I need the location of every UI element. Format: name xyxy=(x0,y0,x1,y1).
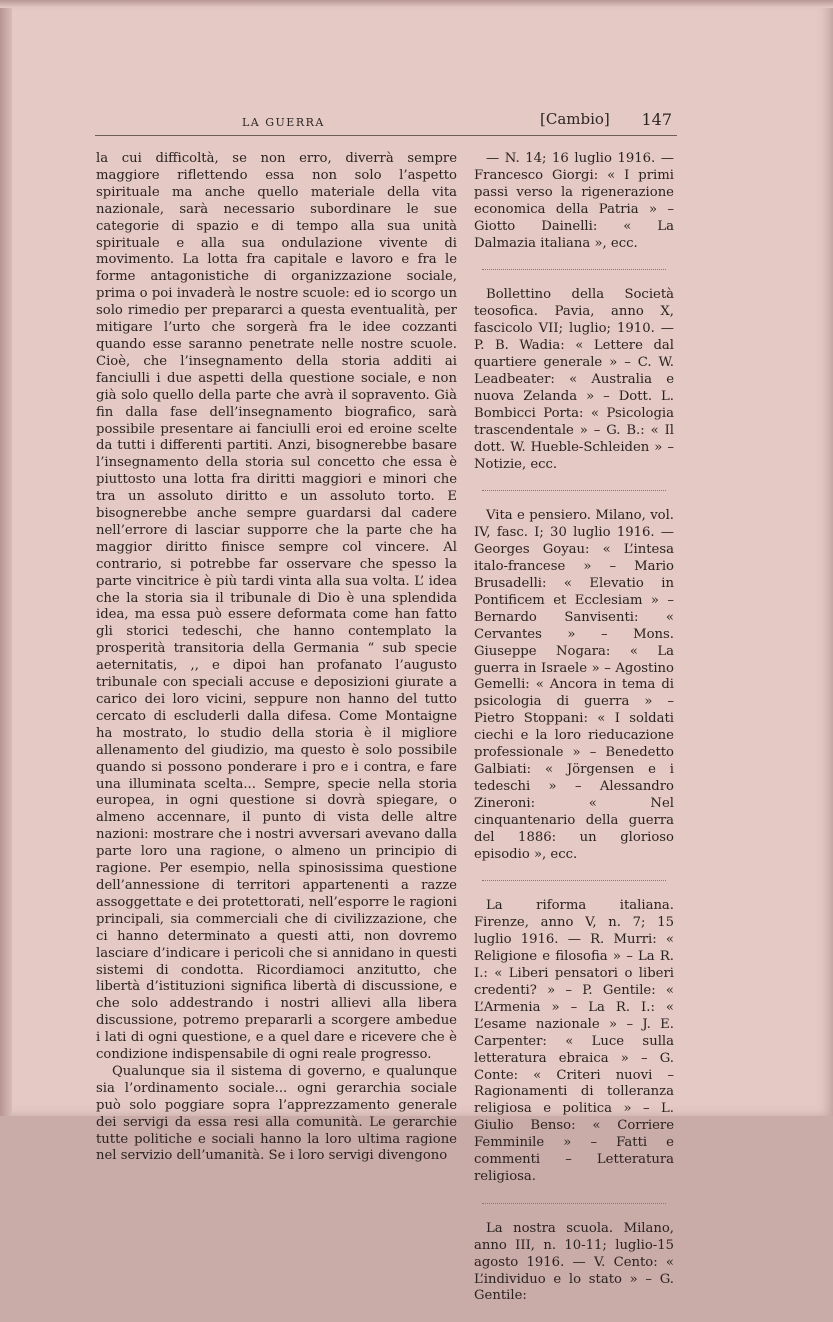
header-rule xyxy=(95,135,677,136)
section-label: [Cambio] xyxy=(540,110,610,128)
entry-separator xyxy=(482,490,666,491)
periodical-entry xyxy=(474,1221,674,1306)
periodical-entry-text: — N. 14; 16 luglio 1916. — Francesco Giorgi: « I primi passi verso la rigenerazione economica della Patria » – Giotto Dainelli: « La Dalmazia italiana », ecc. xyxy=(474,151,674,251)
periodical-entry xyxy=(474,508,674,881)
periodical-entry-text: La nostra scuola. Milano, anno III, n. 10-11; luglio-15 agosto 1916. — V. Cento: « L’individuo e lo stato » – G. Gentile: xyxy=(474,1220,674,1304)
periodical-entry xyxy=(474,898,674,1203)
left-column xyxy=(96,151,457,1165)
periodical-entry-text: Bollettino della Società teosofica. Pavia, anno X, fascicolo VII; luglio; 1910. — P. B. Wadia: « Lettere dal quartiere generale » – C. W. Leadbeater: « Australia e nuova Zelanda » – Dott. L. Bombicci Porta: « Psicologia trascendentale » – G. B.: « Il dott. W. Hueble-Schleiden » – Notizie, ecc. xyxy=(474,287,674,472)
periodical-entry-text: La riforma italiana. Firenze, anno V, n. 7; 15 luglio 1916. — R. Murri: « Religione e filosofia » – La R. I.: « Liberi pensatori o liberi credenti? » – P. Gentile: « L’Armenia » – La R. I.: « L’esame nazionale » – J. E. Carpenter: « Luce sulla letteratura ebraica » – G. Conte: « Criteri nuovi – Ragionamenti di tolleranza religiosa e politica » – L. Giulio Benso: « Corriere Femminile » – Fatti e commenti – Letteratura religiosa. xyxy=(474,898,674,1184)
periodical-entry xyxy=(474,287,674,491)
running-title: LA GUERRA xyxy=(242,116,325,129)
body-paragraph: Qualunque sia il sistema di governo, e qualunque sia l’ordinamento sociale... ogni gerarchia sociale può solo poggiare sopra l’apprezzamento generale dei servigi da essa resi alla comunità. Le gerarchie tutte politiche e sociali hanno la loro ultima ragione nel servizio dell’umanità. Se i loro servigi divengono xyxy=(96,1063,457,1164)
body-paragraph: la cui difficoltà, se non erro, diverrà sempre maggiore riflettendo essa non solo l’aspetto spirituale ma anche quello materiale della vita nazionale, sarà necessario subordinare le sue categorie di spazio e di tempo alla sua unità spirituale e alla sua ondulazione vivente di movimento. La lotta fra capitale e lavoro e fra le forme antagonistiche di organizzazione sociale, prima o poi invaderà le nostre scuole: ed io scorgo un solo rimedio per prepararci a questa eventualità, per mitigare l’urto che sorgerà fra le idee cozzanti quando esse saranno penetrate nelle nostre scuole. Cioè, che l’insegnamento della storia additi ai fanciulli i due aspetti della questione sociale, e non già solo quello della parte che avrà il sopravento. Già fin dalla fase dell’insegnamento biografico, sarà possibile presentare ai fanciulli eroi ed eroine scelte da tutti i differenti partiti. Anzi, bisognerebbe basare l’insegnamento della storia sul concetto che essa è piuttosto una lotta fra diritti maggiori e minori che tra un assoluto diritto e un assoluto torto. E bisognerebbe anche sempre guardarsi dal cadere nell’errore di lasciar supporre che la parte che ha maggior diritto finisce sempre col vincere. Al contrario, si potrebbe far osservare che spesso la parte vincitrice è più tardi vinta alla sua volta. L’ idea che la storia sia il tribunale di Dio è una splendida idea, ma essa può essere deformata come han fatto gli storici tedeschi, che hanno contemplato la prosperità transitoria della Germania “ sub specie aeternitatis, ,, e dipoi han profanato l’augusto tribunale con speciali accuse e deposizioni giurate a carico dei loro vicini, seppure non hanno del tutto cercato di escluderli dalla difesa. Come Montaigne ha mostrato, lo studio della storia è il migliore allenamento del giudizio, ma questo è solo possibile quando si possono ponderare i pro e i contra, e fare una illuminata scelta... Sempre, specie nella storia europea, in ogni questione si dovrà spiegare, o almeno accennare, il punto di vista delle altre nazioni: mostrare che i nostri avversari avevano dalla parte loro una ragione, o almeno un principio di ragione. Per esempio, nella spinosissima questione dell’annessione di territori appartenenti a razze assoggettate e dei protettorati, nell’esporre le ragioni principali, sia commerciali che di civilizzazione, che ci hanno determinato a questi atti, non dovremo lasciare d’indicare i pericoli che si annidano in questi sistemi di condotta. Ricordiamoci anzitutto, che libertà d’istituzioni significa libertà di discussione, e che solo addestrando i nostri allievi alla libera discussione, potremo prepararli a scorgere ambedue i lati di ogni questione, e a quel dare e ricevere che è condizione indispensabile di ogni reale progresso. xyxy=(96,151,458,1063)
page-top-edge xyxy=(0,0,833,8)
page-number: 147 xyxy=(641,110,672,129)
running-header xyxy=(96,110,676,134)
entry-separator xyxy=(482,269,666,270)
entry-separator xyxy=(482,1203,666,1204)
right-column xyxy=(474,151,674,1322)
entry-separator xyxy=(482,880,666,881)
page-spine-edge xyxy=(0,0,12,1116)
periodical-entry-text: Vita e pensiero. Milano, vol. IV, fasc. I; 30 luglio 1916. — Georges Goyau: « L’intesa italo-francese » – Mario Brusadelli: « Elevatio in Pontificem et Ecclesiam » – Bernardo Sanvisenti: « Cervantes » – Mons. Giuseppe Nogara: « La guerra in Israele » – Agostino Gemelli: « Ancora in tema di psicologia di guerra » – Pietro Stoppani: « I soldati ciechi e la loro rieducazione professionale » – Benedetto Galbiati: « Jörgensen e i tedeschi » – Alessandro Zineroni: « Nel cinquantenario della guerra del 1886: un glorioso episodio », ecc. xyxy=(474,508,674,862)
periodical-entry xyxy=(474,151,674,270)
